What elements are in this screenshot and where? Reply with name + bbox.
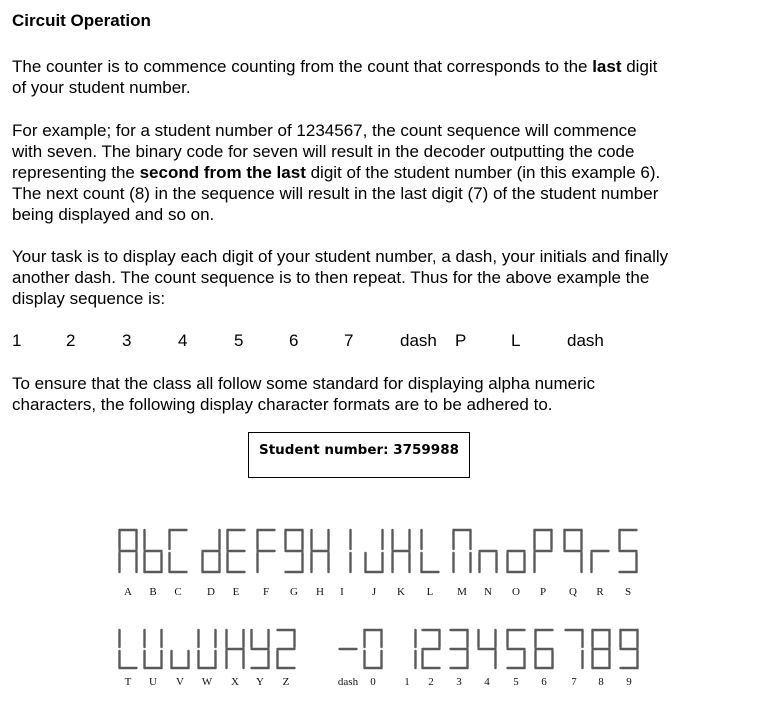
segment-label: 5 bbox=[513, 676, 519, 688]
segment-glyph-b bbox=[145, 530, 162, 572]
sequence-item: dash bbox=[400, 331, 437, 350]
segment-label: G bbox=[290, 586, 298, 598]
sequence-item: 6 bbox=[289, 331, 299, 350]
segment-glyph-n bbox=[480, 551, 497, 572]
segment-glyph-k bbox=[393, 530, 410, 572]
segment-label: E bbox=[232, 586, 240, 598]
sequence-item: dash bbox=[567, 331, 604, 350]
sequence-item: L bbox=[511, 331, 521, 350]
segment-glyph-f bbox=[258, 530, 275, 572]
segment-glyph-j bbox=[366, 530, 383, 572]
segment-label: S bbox=[624, 586, 632, 598]
text-line: representing the second from the last digit of the student number (in this example 6). bbox=[12, 163, 661, 182]
segment-label: O bbox=[512, 586, 520, 598]
segment-label: U bbox=[149, 676, 157, 688]
segment-row-letters-t-z-digits bbox=[0, 628, 772, 688]
sequence-item: 2 bbox=[66, 331, 76, 350]
sequence-item: 1 bbox=[12, 331, 22, 350]
text-line: with seven. The binary code for seven will result in the decoder outputting the code bbox=[12, 142, 635, 161]
segment-label: D bbox=[207, 586, 215, 598]
segment-glyph-c bbox=[170, 530, 187, 572]
segment-label: 0 bbox=[370, 676, 376, 688]
segment-glyph-g bbox=[286, 530, 303, 572]
segment-glyph-3 bbox=[451, 630, 468, 668]
segment-label: Z bbox=[282, 676, 290, 688]
segment-label: 2 bbox=[428, 676, 434, 688]
segment-label: 1 bbox=[404, 676, 410, 688]
text-line: display sequence is: bbox=[12, 289, 166, 308]
text-line: For example; for a student number of 1234567, the count sequence will commence bbox=[12, 121, 637, 140]
segment-label: J bbox=[371, 586, 377, 598]
sequence-item: 3 bbox=[122, 331, 132, 350]
segment-glyph-p bbox=[535, 530, 552, 572]
segment-glyph-z bbox=[278, 630, 295, 668]
segment-label: P bbox=[539, 586, 547, 598]
segment-label: N bbox=[484, 586, 492, 598]
segment-glyph-8 bbox=[593, 630, 610, 668]
segment-glyph-e bbox=[228, 530, 245, 572]
sequence-item: 7 bbox=[344, 331, 354, 350]
segment-glyph-7 bbox=[566, 630, 583, 668]
segment-glyph-h bbox=[312, 530, 329, 572]
segment-glyph-o bbox=[508, 551, 525, 572]
segment-label: V bbox=[176, 676, 184, 688]
segment-label: 8 bbox=[598, 676, 604, 688]
segment-label: 4 bbox=[484, 676, 490, 688]
segment-label: 9 bbox=[626, 676, 632, 688]
segment-label: Y bbox=[256, 676, 264, 688]
segment-glyph-0 bbox=[365, 630, 382, 668]
segment-glyph-w bbox=[199, 630, 216, 668]
paragraph-task bbox=[12, 246, 757, 309]
text-line: Your task is to display each digit of your student number, a dash, your initials and finally bbox=[12, 247, 669, 266]
text-line: being displayed and so on. bbox=[12, 205, 215, 224]
sequence-item: 4 bbox=[178, 331, 188, 350]
text-line: The next count (8) in the sequence will result in the last digit (7) of the student number bbox=[12, 184, 659, 203]
segment-label: W bbox=[201, 676, 213, 688]
segment-label: T bbox=[124, 676, 132, 688]
segment-label: B bbox=[149, 586, 157, 598]
segment-glyph-a bbox=[120, 530, 137, 572]
segment-label: C bbox=[174, 586, 182, 598]
display-sequence bbox=[0, 331, 772, 353]
segment-label: M bbox=[457, 586, 467, 598]
student-number-label: Student number: 3759988 bbox=[259, 442, 459, 458]
segment-glyph-l bbox=[422, 530, 439, 572]
segment-label: Q bbox=[569, 586, 577, 598]
segment-label: L bbox=[426, 586, 434, 598]
student-number-box bbox=[248, 432, 470, 478]
paragraph-example bbox=[12, 120, 757, 225]
segment-glyph-x bbox=[227, 630, 244, 668]
segment-label: 3 bbox=[456, 676, 462, 688]
segment-glyph-9 bbox=[621, 630, 638, 668]
segment-glyph-q bbox=[565, 530, 582, 572]
sequence-item: 5 bbox=[234, 331, 244, 350]
sequence-item: P bbox=[455, 331, 467, 350]
segment-label: R bbox=[596, 586, 604, 598]
segment-label: 6 bbox=[541, 676, 547, 688]
paragraph-standard bbox=[12, 373, 757, 415]
segment-glyph-4 bbox=[479, 630, 496, 668]
segment-glyph-m bbox=[454, 530, 471, 572]
segment-label: I bbox=[340, 586, 344, 598]
text-line: characters, the following display character formats are to be adhered to. bbox=[12, 395, 553, 414]
text-line: To ensure that the class all follow some standard for displaying alpha numeric bbox=[12, 374, 596, 393]
text-line: of your student number. bbox=[12, 78, 191, 97]
paragraph-start-count bbox=[12, 56, 757, 98]
segment-glyph-u bbox=[145, 630, 162, 668]
segment-label: 7 bbox=[571, 676, 577, 688]
page-heading: Circuit Operation bbox=[12, 11, 151, 30]
segment-glyph-v bbox=[172, 651, 189, 668]
segment-label: K bbox=[397, 586, 405, 598]
segment-label: X bbox=[231, 676, 239, 688]
segment-glyph-5 bbox=[508, 630, 525, 668]
segment-label: dash bbox=[337, 676, 359, 688]
segment-glyph-y bbox=[252, 630, 269, 668]
text-line: another dash. The count sequence is to then repeat. Thus for the above example the bbox=[12, 268, 650, 287]
segment-glyph-d bbox=[203, 530, 220, 572]
segment-glyph-s bbox=[620, 530, 637, 572]
segment-label: H bbox=[316, 586, 324, 598]
segment-row-letters-a-s bbox=[0, 528, 772, 588]
segment-glyph-2 bbox=[423, 630, 440, 668]
segment-label: A bbox=[124, 586, 132, 598]
segment-glyph-t bbox=[120, 630, 137, 668]
text-line: The counter is to commence counting from the count that corresponds to the last digit bbox=[12, 57, 658, 76]
segment-glyph-r bbox=[592, 551, 609, 572]
segment-glyph-6 bbox=[536, 630, 553, 668]
segment-label: F bbox=[262, 586, 270, 598]
